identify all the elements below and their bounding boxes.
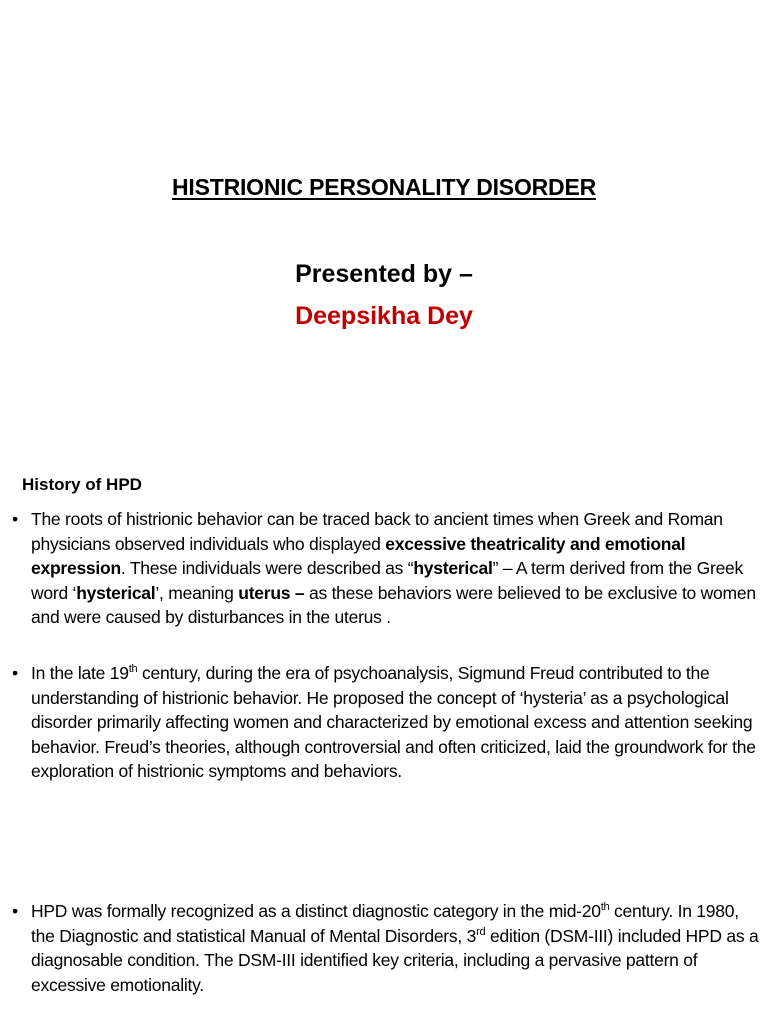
bullet-paragraph [12, 507, 764, 630]
bullet-text: HPD was formally recognized as a distinct diagnostic category in the mid-20 [31, 901, 601, 921]
bullet-text: ” – A term derived from the Greek word ‘ [31, 558, 744, 603]
bullet-text: century. In 1980, the Diagnostic and statistical Manual of Mental Disorders, 3 [31, 901, 739, 946]
bullet-paragraph [12, 899, 764, 997]
bullet-list-item [12, 899, 764, 997]
page-title: HISTRIONIC PERSONALITY DISORDER [171, 174, 597, 200]
bullet-text: century, during the era of psychoanalysis, Sigmund Freud contributed to the understanding of histrionic behavior. He proposed the concept of ‘hysteria’ as a psychological disorder primarily affecting women and characterized by emotional excess and attention seeking behavior. Freud’s theories, although controversial and often criticized, laid the groundwork for the exploration of histrionic symptoms and behaviors. [31, 663, 756, 781]
bold-text: hysterical [413, 558, 493, 578]
bullet-text: edition (DSM-III) included HPD as a diagnosable condition. The DSM-III identified key criteria, including a pervasive pattern of excessive emotionality. [31, 925, 759, 995]
presented-by-label: Presented by – [295, 260, 473, 288]
bold-text: excessive theatricality and emotional expression [31, 533, 686, 578]
bullet-text: as these behaviors were believed to be exclusive to women and were caused by disturbances in the uterus . [31, 582, 756, 627]
bullet-marker: • [12, 509, 18, 529]
bullet-marker: • [12, 663, 18, 683]
section-heading: History of HPD [22, 475, 142, 494]
bullet-paragraph [12, 661, 764, 784]
bold-text: uterus – [238, 582, 309, 603]
superscript: th [600, 901, 610, 914]
author-name: Deepsikha Dey [295, 302, 473, 330]
superscript: th [128, 663, 138, 676]
superscript: rd [476, 925, 486, 938]
bullet-text: . These individuals were described as “ [120, 558, 414, 578]
bullet-marker: • [12, 901, 18, 921]
bullet-list-item [12, 661, 764, 784]
bullet-text: In the late 19 [31, 663, 129, 683]
bullet-list-item [12, 507, 764, 630]
bullet-text: ’, meaning [155, 582, 239, 603]
bold-text: hysterical [76, 582, 156, 603]
bullet-text: The roots of histrionic behavior can be traced back to ancient times when Greek and Roman physicians observed individuals who displayed [31, 509, 723, 554]
